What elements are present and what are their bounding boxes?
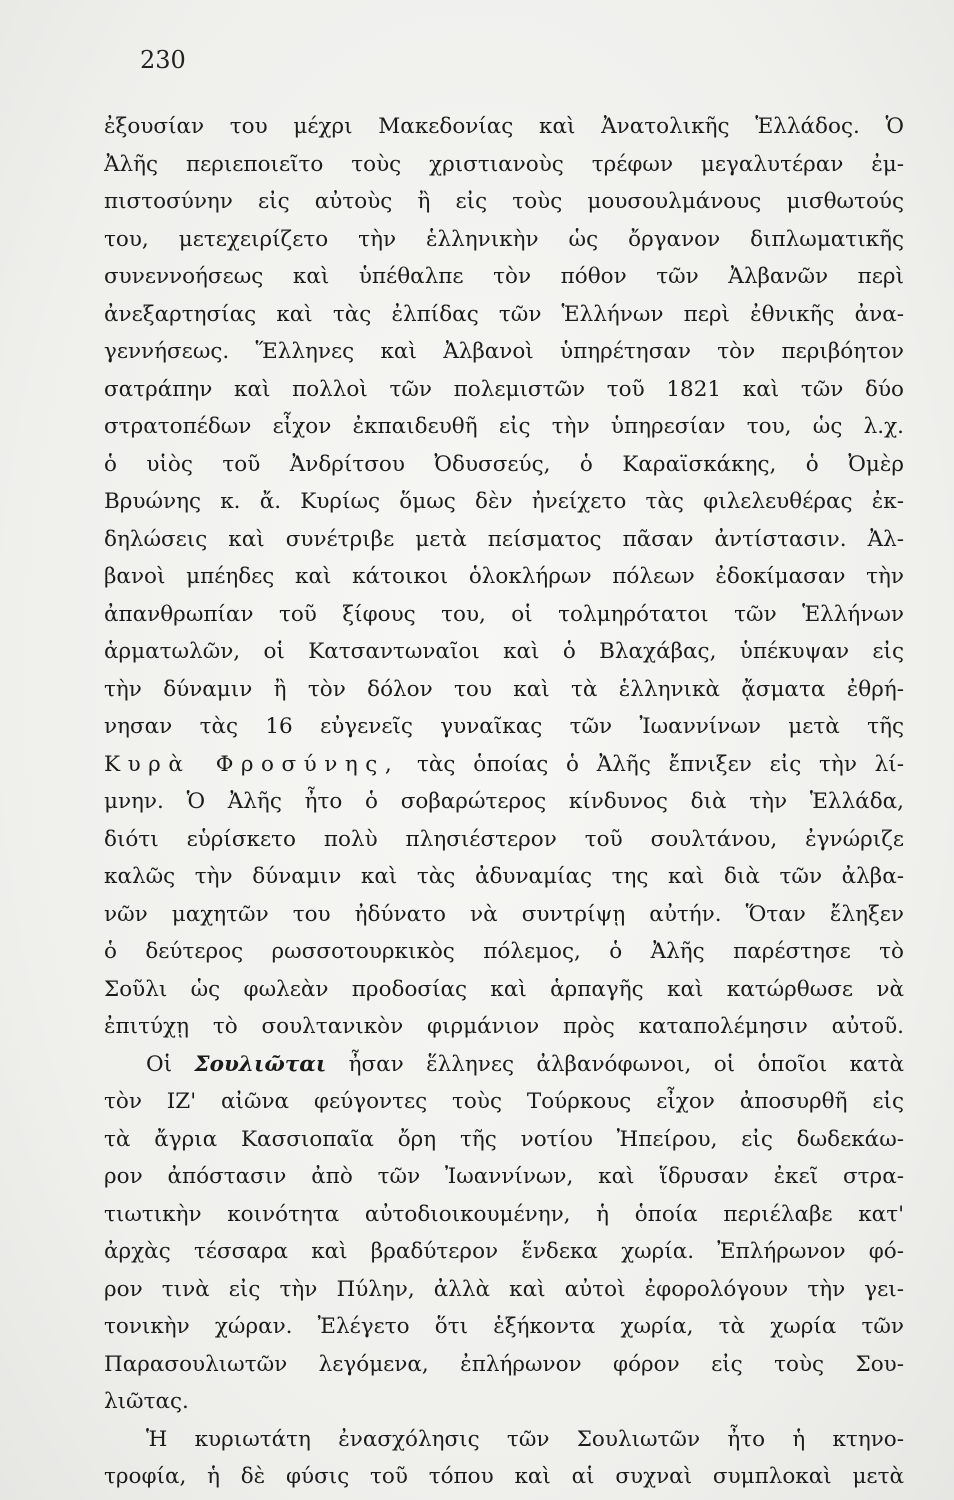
body-text bbox=[104, 108, 904, 1496]
text-line: ρον ἀπόστασιν ἀπὸ τῶν Ἰωαννίνων, καὶ ἵδρυσαν ἐκεῖ στρα- bbox=[104, 1164, 904, 1189]
text-line: ὁ υἱὸς τοῦ Ἀνδρίτσου Ὀδυσσεύς, ὁ Καραϊσκάκης, ὁ Ὀμὲρ bbox=[104, 451, 904, 477]
text-line: ἀνεξαρτησίας καὶ τὰς ἐλπίδας τῶν Ἑλλήνων περὶ ἐθνικῆς ἀνα- bbox=[104, 301, 904, 327]
spaced-name: Κυρὰ Φροσύνης, bbox=[104, 751, 400, 777]
paragraph-start-line: Ἡ κυριωτάτη ἐνασχόλησις τῶν Σουλιωτῶν ἦτο ἡ κτηνο- bbox=[146, 1426, 904, 1452]
text-line: δηλώσεις καὶ συνέτριβε μετὰ πείσματος πᾶσαν ἀντίστασιν. Ἀλ- bbox=[104, 526, 904, 552]
text-line: Βρυώνης κ. ἄ. Κυρίως ὅμως δὲν ἠνείχετο τὰς φιλελευθέρας ἐκ- bbox=[104, 489, 904, 514]
text-line: ἀρχὰς τέσσαρα καὶ βραδύτερον ἕνδεκα χωρία. Ἐπλήρωνον φό- bbox=[104, 1239, 904, 1264]
text-line: πιστοσύνην εἰς αὐτοὺς ἢ εἰς τοὺς μουσουλμάνους μισθωτούς bbox=[104, 189, 904, 214]
page-number: 230 bbox=[140, 46, 186, 74]
text-line: Παρασουλιωτῶν λεγόμενα, ἐπλήρωνον φόρον εἰς τοὺς Σου- bbox=[104, 1351, 904, 1377]
text-line: ἐπιτύχῃ τὸ σουλτανικὸν φιρμάνιον πρὸς καταπολέμησιν αὐτοῦ. bbox=[104, 1014, 904, 1039]
text-line: τιωτικὴν κοινότητα αὐτοδιοικουμένην, ἡ ὁποία περιέλαβε κατ' bbox=[104, 1201, 904, 1227]
text-line: Σοῦλι ὡς φωλεὰν προδοσίας καὶ ἁρπαγῆς καὶ κατώρθωσε νὰ bbox=[104, 976, 904, 1002]
text-line: στρατοπέδων εἶχον ἐκπαιδευθῆ εἰς τὴν ὑπηρεσίαν του, ὡς λ.χ. bbox=[104, 414, 904, 439]
text-line: τὸν ΙΖ' αἰῶνα φεύγοντες τοὺς Τούρκους εἶχον ἀποσυρθῆ εἰς bbox=[104, 1089, 904, 1114]
text-line: Ἀλῆς περιεποιεῖτο τοὺς χριστιανοὺς τρέφων μεγαλυτέραν ἐμ- bbox=[104, 151, 904, 177]
text-line: νησαν τὰς 16 εὐγενεῖς γυναῖκας τῶν Ἰωαννίνων μετὰ τῆς bbox=[104, 714, 904, 739]
text-run: Οἱ bbox=[146, 1051, 173, 1077]
text-line: μνην. Ὁ Ἀλῆς ἦτο ὁ σοβαρώτερος κίνδυνος διὰ τὴν Ἑλλάδα, bbox=[104, 789, 904, 814]
text-line: τονικὴν χώραν. Ἐλέγετο ὅτι ἑξήκοντα χωρία, τὰ χωρία τῶν bbox=[104, 1314, 904, 1339]
text-run: ἦσαν ἕλληνες ἀλβανόφωνοι, οἱ ὁποῖοι κατὰ bbox=[348, 1051, 904, 1077]
text-run: τὰς ὁποίας ὁ Ἀλῆς ἔπνιξεν εἰς τὴν λί- bbox=[417, 751, 904, 777]
emphasized-term: Σουλιῶται bbox=[194, 1051, 327, 1077]
text-line: τὴν δύναμιν ἢ τὸν δόλον του καὶ τὰ ἑλληνικὰ ᾄσματα ἐθρή- bbox=[104, 676, 904, 702]
text-line: γεννήσεως. Ἕλληνες καὶ Ἀλβανοὶ ὑπηρέτησαν τὸν περιβόητον bbox=[104, 339, 904, 364]
text-line: τὰ ἄγρια Κασσιοπαῖα ὄρη τῆς νοτίου Ἠπείρου, εἰς δωδεκάω- bbox=[104, 1126, 904, 1152]
text-line: βανοὶ μπέηδες καὶ κάτοικοι ὁλοκλήρων πόλεων ἐδοκίμασαν τὴν bbox=[104, 564, 904, 589]
text-line: ἐξουσίαν του μέχρι Μακεδονίας καὶ Ἀνατολικῆς Ἑλλάδος. Ὁ bbox=[104, 114, 904, 139]
paragraph-start-line bbox=[104, 1046, 904, 1084]
text-line: ἁρματωλῶν, οἱ Κατσαντωναῖοι καὶ ὁ Βλαχάβας, ὑπέκυψαν εἰς bbox=[104, 639, 904, 664]
text-line: διότι εὑρίσκετο πολὺ πλησιέστερον τοῦ σουλτάνου, ἐγνώριζε bbox=[104, 826, 904, 852]
text-line: καλῶς τὴν δύναμιν καὶ τὰς ἀδυναμίας της καὶ διὰ τῶν ἀλβα- bbox=[104, 864, 904, 889]
text-line: τροφία, ἡ δὲ φύσις τοῦ τόπου καὶ αἱ συχναὶ συμπλοκαὶ μετὰ bbox=[104, 1464, 904, 1489]
text-line: σατράπην καὶ πολλοὶ τῶν πολεμιστῶν τοῦ 1821 καὶ τῶν δύο bbox=[104, 376, 904, 402]
text-line: ὁ δεύτερος ρωσσοτουρκικὸς πόλεμος, ὁ Ἀλῆς παρέστησε τὸ bbox=[104, 939, 904, 964]
text-line: νῶν μαχητῶν του ἠδύνατο νὰ συντρίψῃ αὐτήν. Ὅταν ἔληξεν bbox=[104, 901, 904, 927]
text-line-spaced-name bbox=[104, 746, 904, 784]
text-line: λιῶτας. bbox=[104, 1389, 189, 1414]
text-line: συνεννοήσεως καὶ ὑπέθαλπε τὸν πόθον τῶν Ἀλβανῶν περὶ bbox=[104, 264, 904, 289]
text-line: ρον τινὰ εἰς τὴν Πύλην, ἀλλὰ καὶ αὐτοὶ ἐφορολόγουν τὴν γει- bbox=[104, 1276, 904, 1302]
text-line: ἀπανθρωπίαν τοῦ ξίφους του, οἱ τολμηρότατοι τῶν Ἑλλήνων bbox=[104, 601, 904, 627]
text-line: του, μετεχειρίζετο τὴν ἑλληνικὴν ὡς ὄργανον διπλωματικῆς bbox=[104, 226, 904, 252]
